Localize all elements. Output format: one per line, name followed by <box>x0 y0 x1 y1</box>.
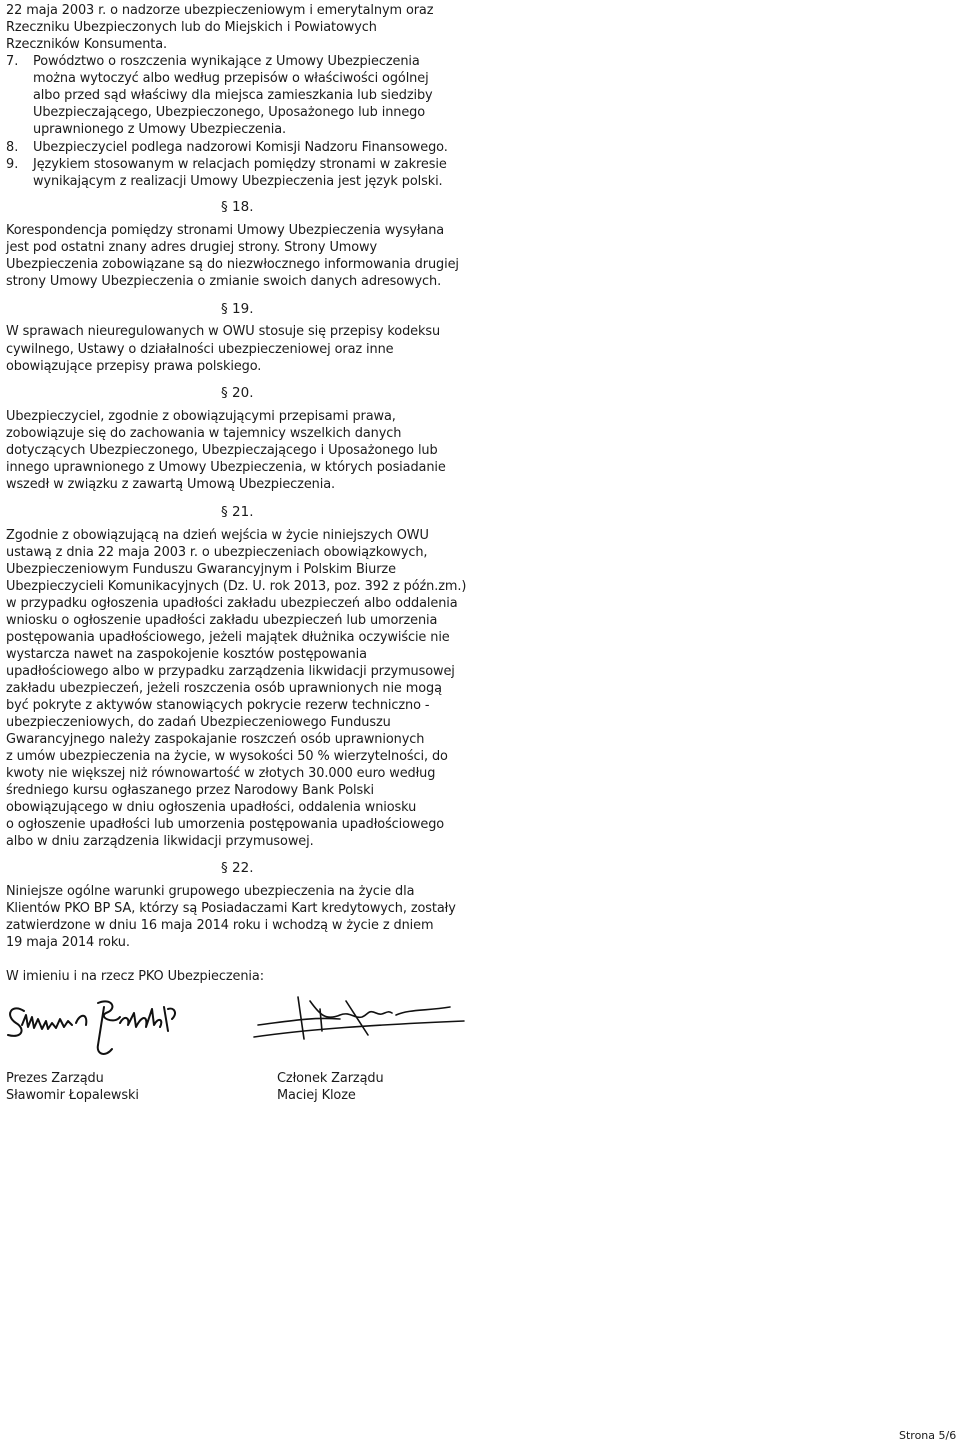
list-item-line: wynikającym z realizacji Umowy Ubezpieczenia jest język polski. <box>33 174 443 189</box>
paragraph-line: dotyczących Ubezpieczonego, Ubezpieczającego i Uposażonego lub <box>6 443 438 458</box>
list-item-number: 9. <box>6 157 19 172</box>
paragraph-line: innego uprawnionego z Umowy Ubezpieczenia, w których posiadanie <box>6 460 446 475</box>
signature-lopalewski <box>2 995 182 1065</box>
intro-line: Rzeczniku Ubezpieczonych lub do Miejskich i Powiatowych <box>6 20 377 35</box>
paragraph-line: o ogłoszenie upadłości lub umorzenia postępowania upadłościowego <box>6 817 445 832</box>
list-item-number: 8. <box>6 140 19 155</box>
paragraph-line: strony Umowy Ubezpieczenia o zmianie swoich danych adresowych. <box>6 274 442 289</box>
paragraph-line: obowiązującego w dniu ogłoszenia upadłości, oddalenia wniosku <box>6 800 417 815</box>
list-item-line: Językiem stosowanym w relacjach pomiędzy stronami w zakresie <box>33 157 447 172</box>
list-item-line: Ubezpieczającego, Ubezpieczonego, Uposażonego lub innego <box>33 105 426 120</box>
list-item-line: Powództwo o roszczenia wynikające z Umowy Ubezpieczenia <box>33 54 420 69</box>
paragraph-line: zakładu ubezpieczeń, jeżeli roszczenia osób uprawnionych nie mogą <box>6 681 442 696</box>
paragraph-line: obowiązujące przepisy prawa polskiego. <box>6 359 262 374</box>
intro-line: Rzeczników Konsumenta. <box>6 37 168 52</box>
paragraph-line: Gwarancyjnego należy zaspokajanie roszczeń osób uprawnionych <box>6 732 425 747</box>
paragraph-line: zobowiązuje się do zachowania w tajemnicy wszelkich danych <box>6 426 402 441</box>
paragraph-line: Klientów PKO BP SA, którzy są Posiadaczami Kart kredytowych, zostały <box>6 901 456 916</box>
paragraph-line: Korespondencja pomiędzy stronami Umowy Ubezpieczenia wysyłana <box>6 223 445 238</box>
signatory-role: Prezes Zarządu <box>6 1071 104 1086</box>
paragraph-line: z umów ubezpieczenia na życie, w wysokości 50 % wierzytelności, do <box>6 749 448 764</box>
list-item-line: Ubezpieczyciel podlega nadzorowi Komisji Nadzoru Finansowego. <box>33 140 448 155</box>
paragraph-line: ubezpieczeniowych, do zadań Ubezpieczeniowego Funduszu <box>6 715 391 730</box>
section-heading: § 22. <box>221 860 254 876</box>
paragraph-line: upadłościowego albo w przypadku zarządzenia likwidacji przymusowej <box>6 664 455 679</box>
list-item-line: można wytoczyć albo według przepisów o właściwości ogólnej <box>33 71 429 86</box>
paragraph-line: Ubezpieczenia zobowiązane są do niezwłocznego informowania drugiej <box>6 257 459 272</box>
page-number: Strona 5/6 <box>899 1429 957 1442</box>
signoff-text: W imieniu i na rzecz PKO Ubezpieczenia: <box>6 969 264 984</box>
paragraph-line: Ubezpieczeniowym Funduszu Gwarancyjnym i Polskim Biurze <box>6 562 396 577</box>
paragraph-line: zatwierdzone w dniu 16 maja 2014 roku i wchodzą w życie z dniem <box>6 918 434 933</box>
signatory-name: Maciej Kloze <box>277 1088 356 1103</box>
paragraph-line: 19 maja 2014 roku. <box>6 935 130 950</box>
paragraph-line: wniosku o ogłoszenie upadłości zakładu ubezpieczeń lub umorzenia <box>6 613 438 628</box>
list-item-line: uprawnionego z Umowy Ubezpieczenia. <box>33 122 287 137</box>
paragraph-line: Ubezpieczyciel, zgodnie z obowiązującymi przepisami prawa, <box>6 409 396 424</box>
paragraph-line: wszedł w związku z zawartą Umową Ubezpieczenia. <box>6 477 336 492</box>
section-heading: § 20. <box>221 385 254 401</box>
paragraph-line: albo w dniu zarządzenia likwidacji przymusowej. <box>6 834 314 849</box>
paragraph-line: Ubezpieczycieli Komunikacyjnych (Dz. U. rok 2013, poz. 392 z późn.zm.) <box>6 579 467 594</box>
list-item-number: 7. <box>6 54 19 69</box>
list-item-line: albo przed sąd właściwy dla miejsca zamieszkania lub siedziby <box>33 88 433 103</box>
signatory-name: Sławomir Łopalewski <box>6 1088 139 1103</box>
paragraph-line: wystarcza nawet na zaspokojenie kosztów postępowania <box>6 647 367 662</box>
signatory-role: Członek Zarządu <box>277 1071 384 1086</box>
paragraph-line: Zgodnie z obowiązującą na dzień wejścia w życie niniejszych OWU <box>6 528 429 543</box>
paragraph-line: jest pod ostatni znany adres drugiej strony. Strony Umowy <box>6 240 378 255</box>
paragraph-line: być pokryte z aktywów stanowiących pokrycie rezerw techniczno - <box>6 698 430 713</box>
paragraph-line: w przypadku ogłoszenia upadłości zakładu ubezpieczeń albo oddalenia <box>6 596 458 611</box>
paragraph-line: kwoty nie większej niż równowartość w złotych 30.000 euro według <box>6 766 436 781</box>
section-heading: § 21. <box>221 504 254 520</box>
paragraph-line: Niniejsze ogólne warunki grupowego ubezpieczenia na życie dla <box>6 884 415 899</box>
paragraph-line: cywilnego, Ustawy o działalności ubezpieczeniowej oraz inne <box>6 342 394 357</box>
intro-line: 22 maja 2003 r. o nadzorze ubezpieczeniowym i emerytalnym oraz <box>6 3 434 18</box>
signature-kloze <box>250 995 470 1045</box>
section-heading: § 18. <box>221 199 254 215</box>
section-heading: § 19. <box>221 301 254 317</box>
paragraph-line: W sprawach nieuregulowanych w OWU stosuje się przepisy kodeksu <box>6 324 441 339</box>
paragraph-line: średniego kursu ogłaszanego przez Narodowy Bank Polski <box>6 783 374 798</box>
paragraph-line: ustawą z dnia 22 maja 2003 r. o ubezpieczeniach obowiązkowych, <box>6 545 428 560</box>
paragraph-line: postępowania upadłościowego, jeżeli majątek dłużnika oczywiście nie <box>6 630 450 645</box>
